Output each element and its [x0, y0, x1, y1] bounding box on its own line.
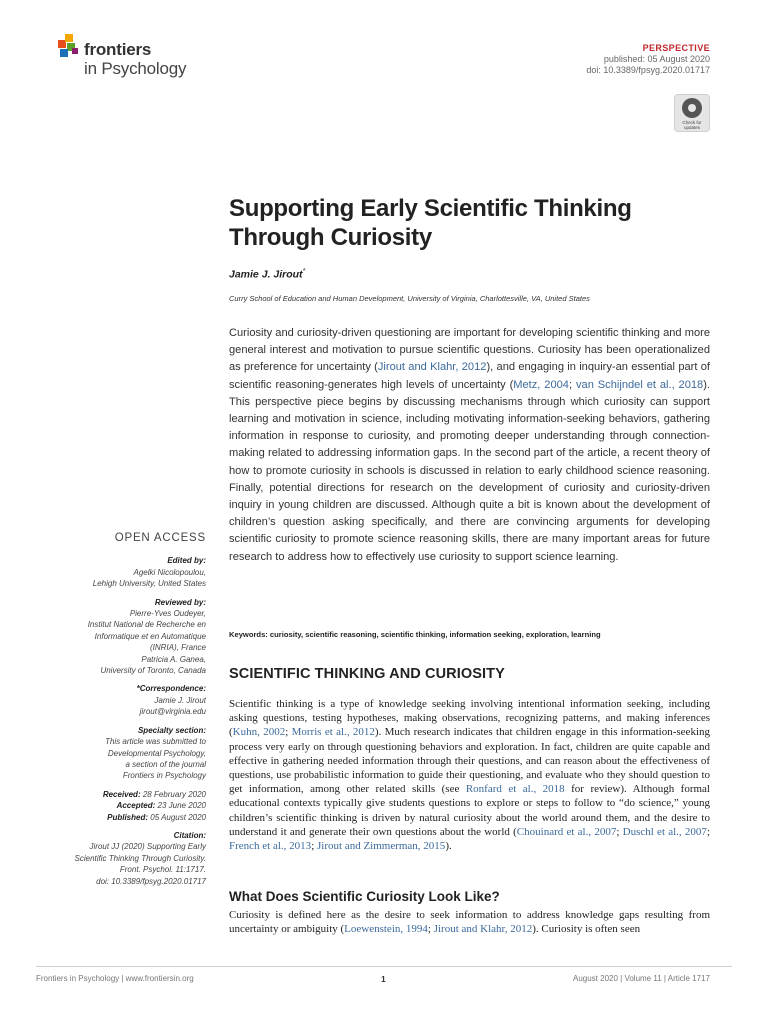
citation-link[interactable]: Duschl et al., 2007 [622, 825, 707, 838]
check-for-updates-button[interactable] [674, 94, 710, 132]
section-heading: SCIENTIFIC THINKING AND CURIOSITY [229, 666, 505, 682]
text-run: Scientific thinking is a type of knowledge seeking involving intentional information seeking, including asking questions, testing hypotheses, making observations, recognizing patterns, and making inferences ( [229, 698, 710, 739]
text-run: ; [427, 923, 434, 936]
citation-label: Citation: [173, 830, 206, 840]
published-date: published: 05 August 2020 [603, 54, 710, 64]
citation-line: doi: 10.3389/fpsyg.2020.01717 [96, 876, 206, 886]
text-run: Curiosity and curiosity-driven questioning are important for developing scientific thinking and more general interest and motivation to pursue scientific questions. Curiosity has been operationalized as preference for uncertainty ( [229, 327, 710, 374]
text-run: ; [568, 378, 576, 391]
page-number: 1 [381, 974, 386, 984]
reviewer-line: Pierre-Yves Oudeyer, [129, 609, 206, 619]
correspondence-name: Jamie J. Jirout [154, 695, 206, 705]
section-body [229, 697, 710, 853]
text-run: ), and engaging in inquiry-an essential part of scientific reasoning-generates high levels of uncertainty ( [229, 361, 710, 391]
citation-link[interactable]: Metz, 2004 [513, 378, 569, 391]
text-run: ). Much research indicates that children engage in this information-seeking process very early on through questioning behaviors and exploration. In fact, children are quite capable and effective in gathering needed information through their questions, and can reason about the effectiveness of questions, use probabilistic information to guide their questioning, and evaluate who they should question to get information, among other related skills (see [229, 726, 710, 796]
article-type: PERSPECTIVE [642, 43, 710, 53]
reviewed-by-label: Reviewed by: [154, 597, 206, 607]
published-value: 05 August 2020 [150, 812, 206, 822]
editor-line: Agelki Nicolopoulou, [133, 567, 206, 577]
received-value: 28 February 2020 [142, 789, 206, 799]
frontiers-logo-icon [58, 34, 80, 60]
specialty-line: This article was submitted to [105, 737, 206, 747]
citation-line: Front. Psychol. 11:1717. [119, 865, 206, 875]
text-run: ). Curiosity is often seen [532, 923, 641, 936]
text-run: ). This perspective piece begins by discussing mechanisms through which curiosity can support learning and motivation in science, including motivating information-seeking behaviors, gathering information in response to curiosity, and promoting deeper understanding through connection-making related to addressing information gaps. In the second part of the article, a recent theory of how to promote curiosity in schools is discussed in relation to early childhood science reasoning. Finally, potential directions for research on the development of curiosity and curiosity-driven inquiry in young children are discussed. Although quite a bit is known about the development of children’s question asking specifically, and there are convincing arguments for developing scientific curiosity to promote science reasoning skills, there are many important areas for future research to address how to effectively use curiosity to support science learning. [229, 378, 711, 563]
citation-link[interactable]: Chouinard et al., 2007 [516, 825, 617, 838]
reviewer-line: Patricia A. Ganea, [141, 654, 206, 664]
article-title: Supporting Early Scientific Thinking Through Curiosity [229, 195, 632, 251]
reviewer-line: Institut National de Recherche en [87, 620, 206, 630]
text-run: ; [311, 840, 317, 853]
edited-by-label: Edited by: [167, 556, 206, 566]
citation-link[interactable]: Jirout and Klahr, 2012 [377, 361, 487, 374]
keywords: Keywords: curiosity, scientific reasoning, scientific thinking, information seeking, exploration, learning [229, 630, 601, 639]
check-updates-icon [682, 98, 702, 118]
reviewer-line: University of Toronto, Canada [100, 666, 206, 676]
citation-link[interactable]: Jirout and Klahr, 2012 [433, 923, 533, 936]
text-run: Curiosity is defined here as the desire to seek information to address knowledge gaps resulting from uncertainty or ambiguity ( [229, 909, 710, 936]
correspondence-email[interactable]: jirout@virginia.edu [139, 707, 206, 717]
citation-link[interactable]: Kuhn, 2002 [232, 726, 286, 739]
citation-line: Scientific Thinking Through Curiosity. [74, 853, 206, 863]
subsection-body [229, 908, 710, 936]
reviewer-line: (INRIA), France [149, 643, 206, 653]
correspondence-label: *Correspondence: [136, 684, 206, 694]
specialty-label: Specialty section: [137, 725, 206, 735]
published-date-sidebar [46, 812, 206, 823]
footer-divider [36, 966, 732, 967]
affiliation: Curry School of Education and Human Development, University of Virginia, Charlottesville, VA, United States [229, 294, 590, 303]
received-date [46, 789, 206, 800]
text-run: ; [285, 726, 292, 739]
subsection-heading: What Does Scientific Curiosity Look Like? [229, 889, 500, 904]
footer-journal[interactable]: Frontiers in Psychology | www.frontiersin.org [36, 974, 194, 983]
published-label: Published: [107, 812, 149, 822]
text-run: for review). Although formal educational contexts typically give students questions to explore or steps to follow to “do science,” young children’s scientific thinking is driven by natural curiosity about the world around them, and the desire to understand it and generate their own questions about the world ( [229, 783, 710, 838]
author-line [229, 268, 305, 281]
specialty-line: a section of the journal [125, 759, 206, 769]
accepted-value: 23 June 2020 [157, 801, 206, 811]
accepted-label: Accepted: [116, 801, 156, 811]
citation-link[interactable]: Loewenstein, 1994 [344, 923, 428, 936]
brand-name: frontiers [84, 40, 152, 59]
accepted-date [46, 800, 206, 811]
citation-link[interactable]: French et al., 2013 [229, 840, 312, 853]
footer-issue: August 2020 | Volume 11 | Article 1717 [573, 974, 710, 983]
text-run: ; [616, 825, 623, 838]
citation-link[interactable]: van Schijndel et al., 2018 [575, 378, 704, 391]
check-updates-label: Check for updates [682, 120, 702, 130]
author-mark: * [302, 268, 306, 275]
specialty-line: Frontiers in Psychology [122, 771, 206, 781]
received-label: Received: [102, 789, 141, 799]
article-meta [586, 43, 710, 76]
citation-link[interactable]: Ronfard et al., 2018 [465, 783, 565, 796]
journal-logo [58, 34, 208, 82]
citation-link[interactable]: Morris et al., 2012 [291, 726, 375, 739]
citation-line: Jirout JJ (2020) Supporting Early [89, 842, 206, 852]
doi[interactable]: doi: 10.3389/fpsyg.2020.01717 [586, 65, 710, 75]
reviewer-line: Informatique et en Automatique [94, 631, 206, 641]
citation-link[interactable]: Jirout and Zimmerman, 2015 [317, 840, 446, 853]
author-name[interactable]: Jamie J. Jirout [229, 268, 303, 281]
text-run: ; [706, 825, 710, 838]
open-access-label: OPEN ACCESS [114, 532, 206, 544]
article-info-sidebar [46, 533, 206, 887]
specialty-line: Developmental Psychology, [107, 748, 206, 758]
journal-name: in Psychology [84, 59, 187, 78]
text-run: ). [445, 840, 452, 853]
editor-line: Lehigh University, United States [92, 579, 206, 589]
abstract [229, 325, 710, 566]
